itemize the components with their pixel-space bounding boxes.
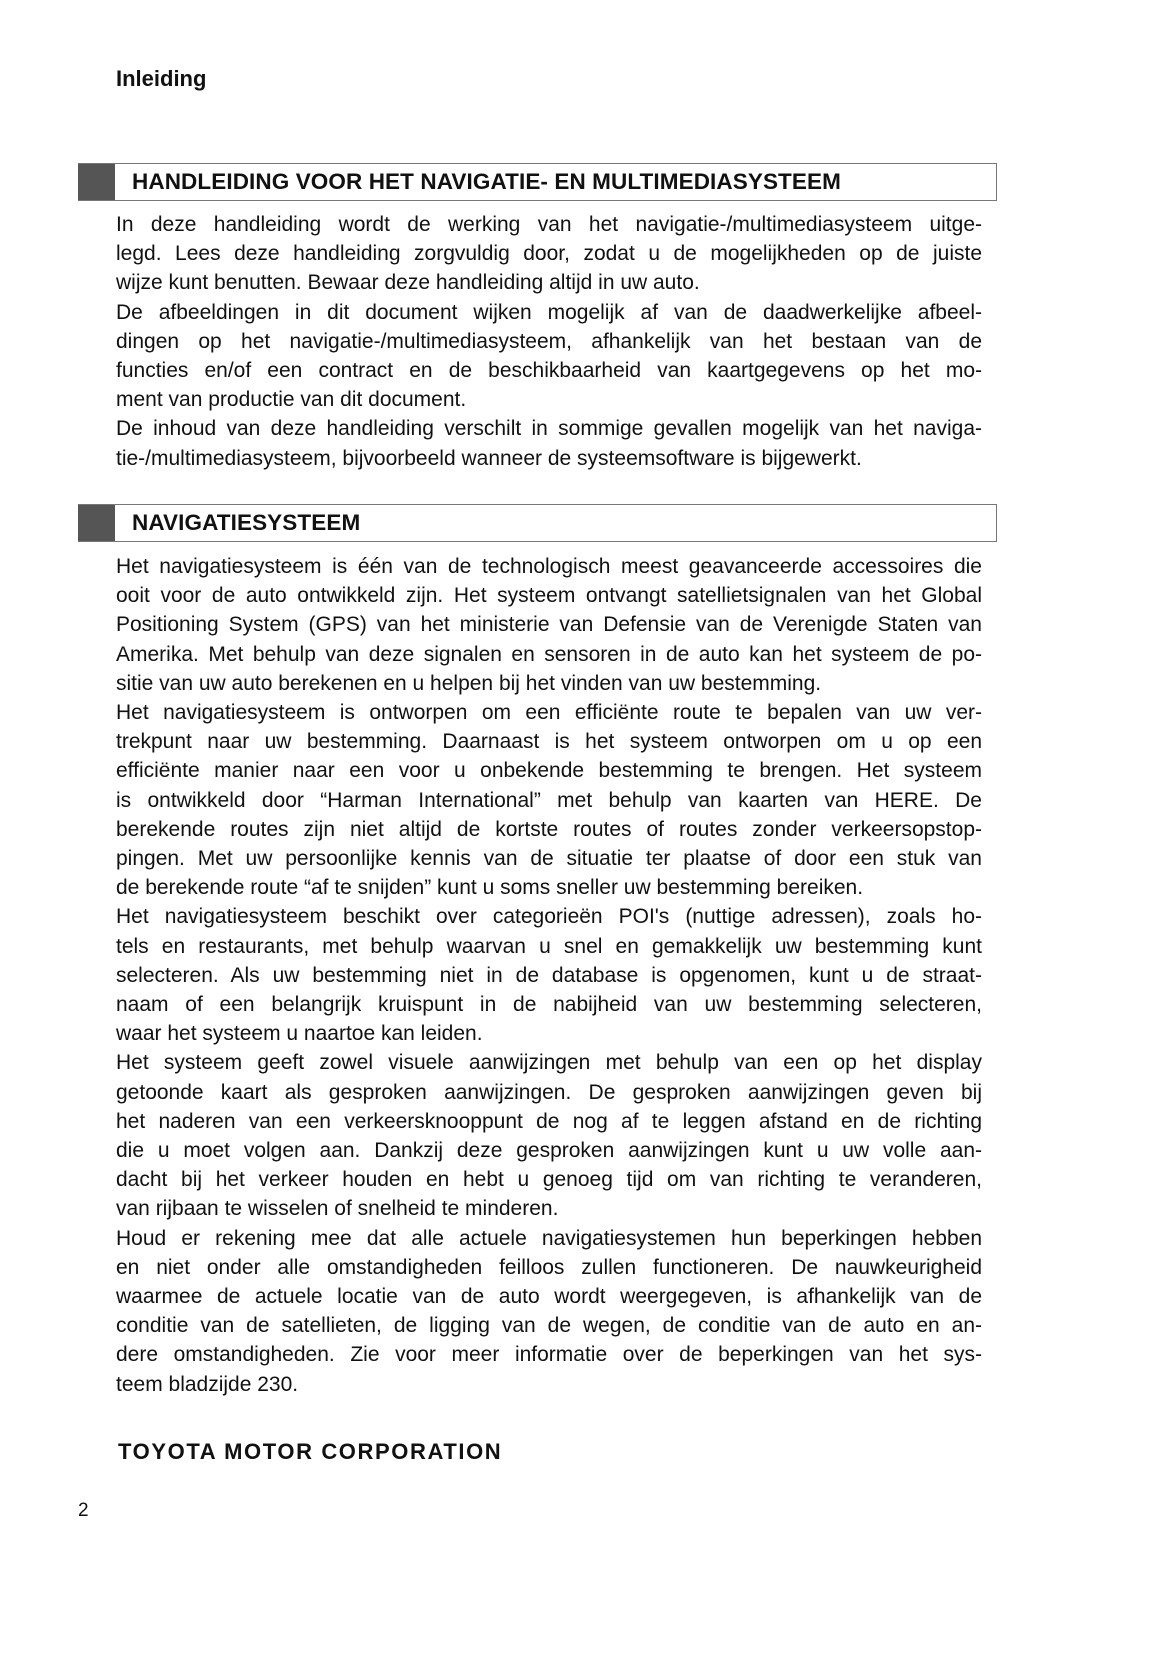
- text-line: De afbeeldingen in dit document wijken mogelijk af van de daadwerkelijke afbeel-: [116, 300, 982, 324]
- text-line: Amerika. Met behulp van deze signalen en sensoren in de auto kan het systeem de po-: [116, 642, 982, 666]
- text-line: is ontwikkeld door “Harman International” met behulp van kaarten van HERE. De: [116, 788, 982, 812]
- paragraph: [116, 210, 982, 298]
- text-line: efficiënte manier naar een voor u onbekende bestemming te brengen. Het systeem: [116, 759, 982, 783]
- text-line: functies en/of een contract en de beschikbaarheid van kaartgegevens op het mo-: [116, 359, 982, 383]
- text-line: De inhoud van deze handleiding verschilt in sommige gevallen mogelijk van het naviga-: [116, 417, 982, 441]
- paragraph: [116, 552, 982, 698]
- text-line: van rijbaan te wisselen of snelheid te minderen.: [116, 1197, 559, 1221]
- page-number: 2: [78, 1500, 89, 1521]
- text-line: In deze handleiding wordt de werking van het navigatie-/multimediasysteem uitge-: [116, 213, 982, 236]
- paragraph: [116, 1048, 982, 1223]
- text-line: ment van productie van dit document.: [116, 388, 467, 412]
- text-line: pingen. Met uw persoonlijke kennis van de situatie ter plaatse of door een stuk van: [116, 847, 982, 871]
- text-line: sitie van uw auto berekenen en u helpen bij het vinden van uw bestemming.: [116, 671, 822, 695]
- text-line: waarmee de actuele locatie van de auto wordt weergegeven, is afhankelijk van de: [116, 1285, 982, 1309]
- text-line: Het navigatiesysteem is ontworpen om een efficiënte route te bepalen van uw ver-: [116, 701, 982, 725]
- heading-marker-block: [78, 505, 115, 541]
- footer-corporation: TOYOTA MOTOR CORPORATION: [118, 1439, 503, 1464]
- section-heading-handleiding: [78, 163, 997, 201]
- text-line: dere omstandigheden. Zie voor meer informatie over de beperkingen van het sys-: [116, 1343, 982, 1367]
- section-heading-navigatiesysteem: [78, 504, 997, 542]
- text-line: de berekende route “af te snijden” kunt u soms sneller uw bestemming bereiken.: [116, 876, 864, 900]
- chapter-title: Inleiding: [116, 66, 207, 91]
- text-line: teem bladzijde 230.: [116, 1372, 299, 1396]
- text-line: dacht bij het verkeer houden en hebt u genoeg tijd om van richting te veranderen,: [116, 1168, 982, 1192]
- text-line: Houd er rekening mee dat alle actuele navigatiesystemen hun beperkingen hebben: [116, 1226, 982, 1250]
- heading-marker-block: [78, 164, 115, 200]
- text-line: legd. Lees deze handleiding zorgvuldig door, zodat u de mogelijkheden op de juiste: [116, 242, 982, 266]
- text-line: conditie van de satellieten, de ligging van de wegen, de conditie van de auto en an-: [116, 1314, 982, 1338]
- section-body-handleiding: [116, 210, 982, 473]
- paragraph: [116, 698, 982, 902]
- text-line: Positioning System (GPS) van het ministerie van Defensie van de Verenigde Staten van: [116, 613, 982, 637]
- text-line: tels en restaurants, met behulp waarvan u snel en gemakkelijk uw bestemming kunt: [116, 934, 982, 958]
- text-line: ooit voor de auto ontwikkeld zijn. Het systeem ontvangt satellietsignalen van het Global: [116, 584, 982, 608]
- text-line: het naderen van een verkeersknooppunt de nog af te leggen afstand en de richting: [116, 1109, 982, 1133]
- text-line: berekende routes zijn niet altijd de kortste routes of routes zonder verkeersopstop-: [116, 817, 982, 841]
- text-line: trekpunt naar uw bestemming. Daarnaast is het systeem ontworpen om u op een: [116, 730, 982, 754]
- section-body-navigatiesysteem: [116, 552, 982, 1399]
- text-line: wijze kunt benutten. Bewaar deze handleiding altijd in uw auto.: [116, 271, 700, 295]
- text-line: getoonde kaart als gesproken aanwijzingen. De gesproken aanwijzingen geven bij: [116, 1080, 982, 1104]
- text-line: waar het systeem u naartoe kan leiden.: [116, 1022, 483, 1046]
- paragraph: [116, 414, 982, 472]
- text-line: dingen op het navigatie-/multimediasysteem, afhankelijk van het bestaan van de: [116, 329, 982, 353]
- text-line: Het navigatiesysteem is één van de technologisch meest geavanceerde accessoires die: [116, 555, 982, 578]
- text-line: selecteren. Als uw bestemming niet in de database is opgenomen, kunt u de straat-: [116, 963, 982, 987]
- section-heading-text: NAVIGATIESYSTEEM: [132, 510, 361, 535]
- paragraph: [116, 902, 982, 1048]
- paragraph: [116, 298, 982, 415]
- text-line: die u moet volgen aan. Dankzij deze gesproken aanwijzingen kunt u uw volle aan-: [116, 1139, 982, 1163]
- paragraph: [116, 1224, 982, 1399]
- text-line: en niet onder alle omstandigheden feilloos zullen functioneren. De nauwkeurigheid: [116, 1255, 982, 1279]
- text-line: tie-/multimediasysteem, bijvoorbeeld wanneer de systeemsoftware is bijgewerkt.: [116, 446, 862, 470]
- section-heading-text: HANDLEIDING VOOR HET NAVIGATIE- EN MULTIMEDIASYSTEEM: [132, 169, 841, 194]
- text-line: naam of een belangrijk kruispunt in de nabijheid van uw bestemming selecteren,: [116, 993, 982, 1017]
- text-line: Het systeem geeft zowel visuele aanwijzingen met behulp van een op het display: [116, 1051, 982, 1075]
- text-line: Het navigatiesysteem beschikt over categorieën POI's (nuttige adressen), zoals ho-: [116, 905, 982, 929]
